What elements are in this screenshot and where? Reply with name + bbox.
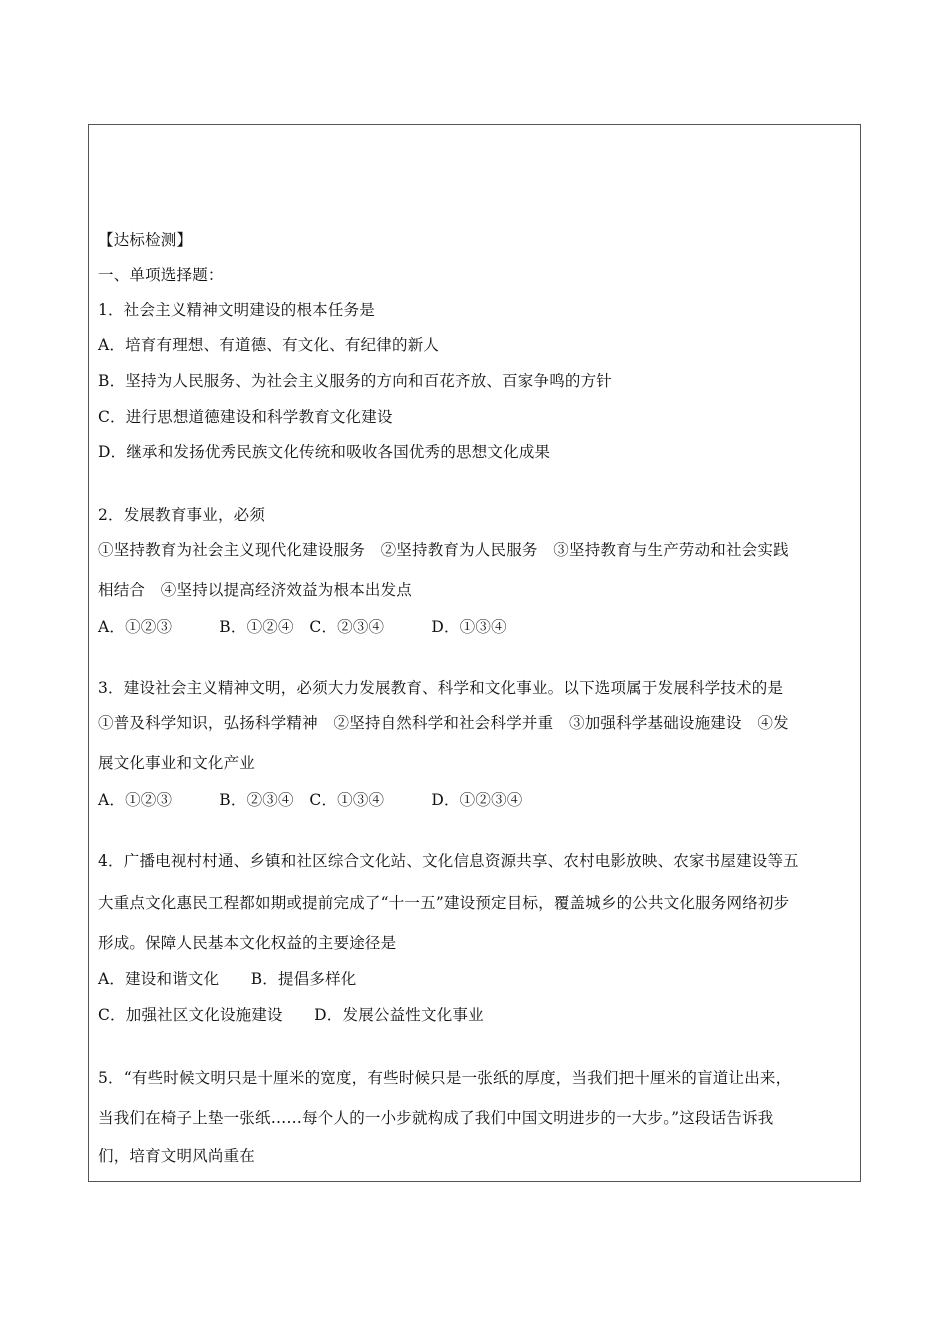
q4-options-cd: C．加强社区文化设施建设 D．发展公益性文化事业 bbox=[98, 1006, 484, 1024]
q2-options: A．①②③ B．①②④ C．②③④ D．①③④ bbox=[98, 618, 507, 636]
q3-statements-line1: ①普及科学知识，弘扬科学精神 ②坚持自然科学和社会科学并重 ③加强科学基础设施建设 ④发 bbox=[98, 714, 789, 732]
q5-stem-line2: 当我们在椅子上垫一张纸……每个人的一小步就构成了我们中国文明进步的一大步。”这段话告诉我 bbox=[98, 1109, 774, 1127]
q3-stem: 3．建设社会主义精神文明，必须大力发展教育、科学和文化事业。以下选项属于发展科学技术的是 bbox=[98, 679, 784, 697]
section-heading: 【达标检测】 bbox=[98, 231, 193, 249]
q1-option-b: B．坚持为人民服务、为社会主义服务的方向和百花齐放、百家争鸣的方针 bbox=[98, 372, 612, 390]
q3-statements-line2: 展文化事业和文化产业 bbox=[98, 754, 256, 772]
q5-stem-line3: 们，培育文明风尚重在 bbox=[98, 1147, 256, 1165]
q4-stem-line1: 4．广播电视村村通、乡镇和社区综合文化站、文化信息资源共享、农村电影放映、农家书屋建设等五 bbox=[98, 852, 799, 870]
q5-stem-line1: 5．“有些时候文明只是十厘米的宽度，有些时候只是一张纸的厚度，当我们把十厘米的盲道让出来， bbox=[98, 1069, 792, 1087]
q2-statements-line1: ①坚持教育为社会主义现代化建设服务 ②坚持教育为人民服务 ③坚持教育与生产劳动和社会实践 bbox=[98, 541, 789, 559]
q2-stem: 2．发展教育事业，必须 bbox=[98, 506, 266, 524]
q3-options: A．①②③ B．②③④ C．①③④ D．①②③④ bbox=[98, 791, 523, 809]
q4-stem-line2: 大重点文化惠民工程都如期或提前完成了“十一五”建设预定目标，覆盖城乡的公共文化服务网络初步 bbox=[98, 894, 790, 912]
q1-option-c: C．进行思想道德建设和科学教育文化建设 bbox=[98, 408, 393, 426]
question-type-title: 一、单项选择题： bbox=[98, 266, 224, 284]
q4-stem-line3: 形成。保障人民基本文化权益的主要途径是 bbox=[98, 934, 397, 952]
q4-options-ab: A．建设和谐文化 B．提倡多样化 bbox=[98, 970, 357, 988]
q1-option-a: A．培育有理想、有道德、有文化、有纪律的新人 bbox=[98, 336, 440, 354]
q2-statements-line2: 相结合 ④坚持以提高经济效益为根本出发点 bbox=[98, 581, 413, 599]
q1-stem: 1．社会主义精神文明建设的根本任务是 bbox=[98, 301, 375, 319]
q1-option-d: D．继承和发扬优秀民族文化传统和吸收各国优秀的思想文化成果 bbox=[98, 443, 551, 461]
